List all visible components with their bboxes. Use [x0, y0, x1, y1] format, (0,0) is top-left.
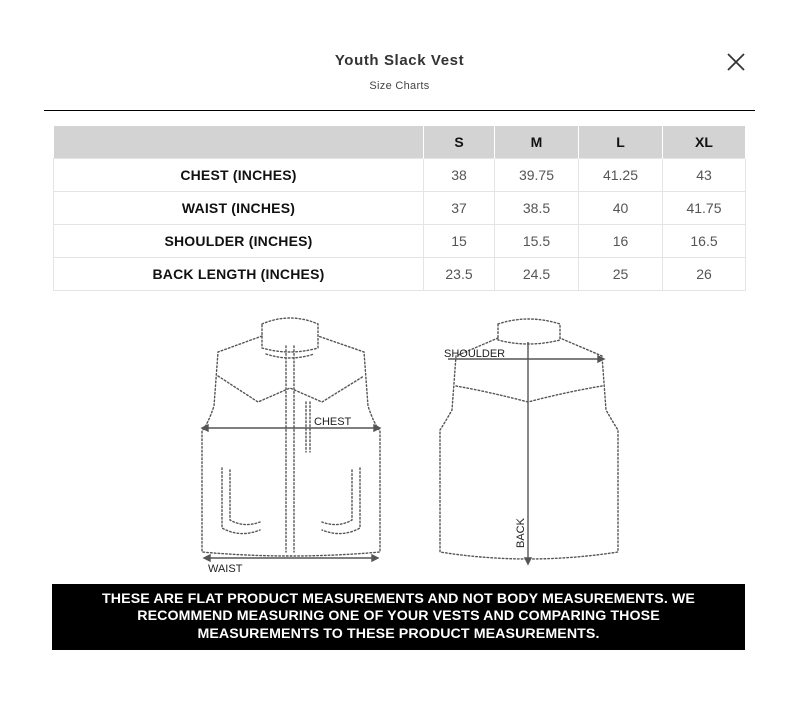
table-cell: 43: [663, 159, 746, 192]
column-header: XL: [663, 126, 746, 159]
measurement-notice: [52, 584, 745, 650]
table-header-row: [54, 126, 746, 159]
table-cell: 16.5: [663, 225, 746, 258]
table-cell: 38: [424, 159, 495, 192]
table-cell: 37: [424, 192, 495, 225]
row-label: BACK LENGTH (INCHES): [54, 258, 424, 291]
table-cell: 15.5: [495, 225, 579, 258]
waist-label: WAIST: [208, 563, 243, 575]
table-cell: 39.75: [495, 159, 579, 192]
table-cell: 40: [579, 192, 663, 225]
size-chart-table: [53, 126, 746, 291]
table-row: [54, 225, 746, 258]
modal-title: Youth Slack Vest: [334, 52, 465, 69]
table-row: [54, 258, 746, 291]
table-row: [54, 192, 746, 225]
close-button[interactable]: [722, 48, 750, 76]
chest-label: CHEST: [314, 416, 352, 428]
table-cell: 26: [663, 258, 746, 291]
vest-front-illustration: [202, 318, 380, 556]
column-header: [54, 126, 424, 159]
vest-measurement-diagram: [190, 306, 630, 578]
modal-subtitle: Size Charts: [369, 80, 430, 92]
column-header: S: [424, 126, 495, 159]
table-cell: 24.5: [495, 258, 579, 291]
header-divider: [44, 110, 755, 111]
table-cell: 23.5: [424, 258, 495, 291]
shoulder-label: SHOULDER: [444, 348, 506, 360]
column-header: L: [579, 126, 663, 159]
row-label: SHOULDER (INCHES): [54, 225, 424, 258]
table-row: [54, 159, 746, 192]
table-cell: 25: [579, 258, 663, 291]
chest-measure-line: [202, 425, 380, 431]
table-cell: 38.5: [495, 192, 579, 225]
row-label: WAIST (INCHES): [54, 192, 424, 225]
column-header: M: [495, 126, 579, 159]
modal-header: [0, 0, 799, 112]
close-icon: [726, 52, 746, 72]
table-cell: 15: [424, 225, 495, 258]
table-cell: 41.75: [663, 192, 746, 225]
back-label: BACK: [515, 518, 527, 548]
table-cell: 41.25: [579, 159, 663, 192]
row-label: CHEST (INCHES): [54, 159, 424, 192]
notice-text: THESE ARE FLAT PRODUCT MEASUREMENTS AND NOT BODY MEASUREMENTS. WE RECOMMEND MEASURING ONE OF YOUR VESTS AND COMPARING THOSE MEASUREMENTS TO THESE PRODUCT MEASUREMENTS.: [102, 590, 695, 642]
table-cell: 16: [579, 225, 663, 258]
